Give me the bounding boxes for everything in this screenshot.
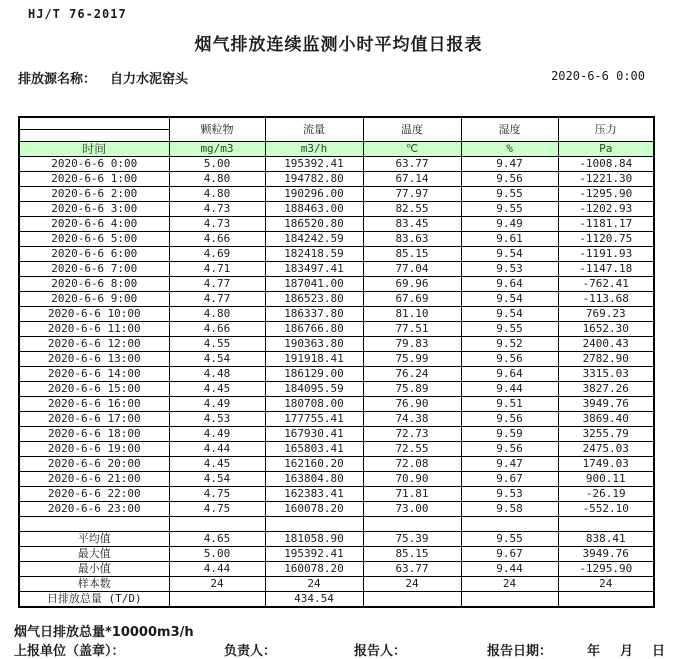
- unit-pressure: Pa: [558, 142, 654, 157]
- value-cell: -1202.93: [558, 202, 654, 217]
- summary-value-cell: 195392.41: [265, 547, 363, 562]
- summary-value-cell: 4.65: [169, 532, 265, 547]
- value-cell: 9.52: [461, 337, 558, 352]
- value-cell: 4.80: [169, 307, 265, 322]
- value-cell: 9.54: [461, 292, 558, 307]
- summary-row: [19, 532, 654, 547]
- table-row: [19, 457, 654, 472]
- value-cell: 9.64: [461, 367, 558, 382]
- summary-value-cell: 24: [363, 577, 461, 592]
- document-standard-code: HJ/T 76-2017: [28, 7, 127, 21]
- time-cell: 2020-6-6 12:00: [19, 337, 169, 352]
- value-cell: 9.53: [461, 487, 558, 502]
- value-cell: 190363.80: [265, 337, 363, 352]
- value-cell: 77.97: [363, 187, 461, 202]
- time-cell: 2020-6-6 0:00: [19, 157, 169, 172]
- summary-value-cell: 181058.90: [265, 532, 363, 547]
- value-cell: 4.77: [169, 292, 265, 307]
- units-row: [19, 142, 654, 157]
- table-row: [19, 232, 654, 247]
- value-cell: 160078.20: [265, 502, 363, 517]
- summary-value-cell: 160078.20: [265, 562, 363, 577]
- header-empty-cell: [19, 130, 169, 142]
- value-cell: 9.55: [461, 322, 558, 337]
- summary-rows: [19, 532, 654, 608]
- value-cell: 4.53: [169, 412, 265, 427]
- value-cell: 9.49: [461, 217, 558, 232]
- spacer-section: [19, 517, 654, 532]
- value-cell: 4.73: [169, 202, 265, 217]
- signature-line: [0, 640, 677, 658]
- time-cell: 2020-6-6 7:00: [19, 262, 169, 277]
- month-label: 月: [620, 644, 634, 659]
- value-cell: 1652.30: [558, 322, 654, 337]
- responsible-person-label: 负责人：: [224, 644, 277, 659]
- value-cell: 9.55: [461, 202, 558, 217]
- value-cell: 4.71: [169, 262, 265, 277]
- table-row: [19, 397, 654, 412]
- value-cell: 182418.59: [265, 247, 363, 262]
- value-cell: 81.10: [363, 307, 461, 322]
- value-cell: 1749.03: [558, 457, 654, 472]
- table-row: [19, 247, 654, 262]
- value-cell: 4.75: [169, 487, 265, 502]
- summary-value-cell: [363, 592, 461, 608]
- value-cell: 76.24: [363, 367, 461, 382]
- value-cell: 9.61: [461, 232, 558, 247]
- summary-value-cell: 9.44: [461, 562, 558, 577]
- value-cell: 9.56: [461, 172, 558, 187]
- value-cell: 4.66: [169, 322, 265, 337]
- value-cell: 82.55: [363, 202, 461, 217]
- summary-value-cell: 24: [169, 577, 265, 592]
- summary-label-cell: 平均值: [19, 532, 169, 547]
- value-cell: 900.11: [558, 472, 654, 487]
- summary-label-cell: 日排放总量 (T/D): [19, 592, 169, 608]
- summary-row: [19, 577, 654, 592]
- reporter-label: 报告人：: [354, 644, 407, 659]
- value-cell: 71.81: [363, 487, 461, 502]
- value-cell: -1008.84: [558, 157, 654, 172]
- table-row: [19, 187, 654, 202]
- page-title: 烟气排放连续监测小时平均值日报表: [194, 35, 483, 55]
- value-cell: 77.51: [363, 322, 461, 337]
- summary-value-cell: 24: [265, 577, 363, 592]
- summary-value-cell: 3949.76: [558, 547, 654, 562]
- summary-value-cell: 838.41: [558, 532, 654, 547]
- value-cell: 9.54: [461, 247, 558, 262]
- column-header-humidity: 湿度: [461, 117, 558, 142]
- value-cell: 9.51: [461, 397, 558, 412]
- table-row: [19, 262, 654, 277]
- column-header-particulate: 颗粒物: [169, 117, 265, 142]
- time-column-header: 时间: [19, 142, 169, 157]
- value-cell: 4.80: [169, 187, 265, 202]
- value-cell: 4.49: [169, 427, 265, 442]
- value-cell: -762.41: [558, 277, 654, 292]
- time-cell: 2020-6-6 19:00: [19, 442, 169, 457]
- table-row: [19, 217, 654, 232]
- table-row: [19, 352, 654, 367]
- value-cell: -1191.93: [558, 247, 654, 262]
- summary-value-cell: -1295.90: [558, 562, 654, 577]
- summary-value-cell: 75.39: [363, 532, 461, 547]
- header-row-top: [19, 117, 654, 130]
- value-cell: 63.77: [363, 157, 461, 172]
- reporting-unit-label: 上报单位（盖章）：: [14, 644, 125, 659]
- time-cell: 2020-6-6 17:00: [19, 412, 169, 427]
- value-cell: 184095.59: [265, 382, 363, 397]
- summary-value-cell: 85.15: [363, 547, 461, 562]
- time-cell: 2020-6-6 11:00: [19, 322, 169, 337]
- table-row: [19, 172, 654, 187]
- table-row: [19, 337, 654, 352]
- value-cell: 2782.90: [558, 352, 654, 367]
- summary-value-cell: 9.55: [461, 532, 558, 547]
- value-cell: 9.55: [461, 187, 558, 202]
- value-cell: -1181.17: [558, 217, 654, 232]
- value-cell: 163804.80: [265, 472, 363, 487]
- value-cell: 9.67: [461, 472, 558, 487]
- summary-value-cell: [461, 592, 558, 608]
- emission-source-name: 自力水泥窑头: [110, 72, 189, 87]
- value-cell: 3869.40: [558, 412, 654, 427]
- column-header-pressure: 压力: [558, 117, 654, 142]
- value-cell: 2400.43: [558, 337, 654, 352]
- report-datetime: 2020-6-6 0:00: [551, 69, 645, 83]
- value-cell: 180708.00: [265, 397, 363, 412]
- value-cell: 75.89: [363, 382, 461, 397]
- value-cell: 9.56: [461, 352, 558, 367]
- time-cell: 2020-6-6 10:00: [19, 307, 169, 322]
- table-row: [19, 292, 654, 307]
- value-cell: 194782.80: [265, 172, 363, 187]
- value-cell: 9.47: [461, 157, 558, 172]
- time-cell: 2020-6-6 21:00: [19, 472, 169, 487]
- value-cell: 72.55: [363, 442, 461, 457]
- value-cell: 4.45: [169, 457, 265, 472]
- value-cell: 9.44: [461, 382, 558, 397]
- value-cell: 4.77: [169, 277, 265, 292]
- table-row: [19, 367, 654, 382]
- summary-value-cell: 5.00: [169, 547, 265, 562]
- value-cell: 186523.80: [265, 292, 363, 307]
- value-cell: 9.47: [461, 457, 558, 472]
- value-cell: 9.56: [461, 442, 558, 457]
- value-cell: 76.90: [363, 397, 461, 412]
- emission-source: [18, 72, 188, 87]
- summary-row: [19, 592, 654, 608]
- emission-source-label: 排放源名称：: [18, 72, 97, 87]
- value-cell: 188463.00: [265, 202, 363, 217]
- table-row: [19, 502, 654, 517]
- value-cell: -26.19: [558, 487, 654, 502]
- value-cell: -113.68: [558, 292, 654, 307]
- value-cell: 4.48: [169, 367, 265, 382]
- time-cell: 2020-6-6 22:00: [19, 487, 169, 502]
- value-cell: 195392.41: [265, 157, 363, 172]
- total-emission-note: 烟气日排放总量*10000m3/h: [14, 625, 194, 640]
- time-cell: 2020-6-6 16:00: [19, 397, 169, 412]
- value-cell: 83.45: [363, 217, 461, 232]
- time-cell: 2020-6-6 4:00: [19, 217, 169, 232]
- summary-value-cell: [169, 592, 265, 608]
- table-row: [19, 472, 654, 487]
- value-cell: -552.10: [558, 502, 654, 517]
- column-header-temperature: 温度: [363, 117, 461, 142]
- spacer-row: [19, 517, 654, 532]
- table-row: [19, 487, 654, 502]
- table-row: [19, 382, 654, 397]
- summary-value-cell: 434.54: [265, 592, 363, 608]
- table-row: [19, 277, 654, 292]
- unit-particulate: mg/m3: [169, 142, 265, 157]
- value-cell: 74.38: [363, 412, 461, 427]
- value-cell: 167930.41: [265, 427, 363, 442]
- value-cell: 186129.00: [265, 367, 363, 382]
- value-cell: 4.80: [169, 172, 265, 187]
- value-cell: 162160.20: [265, 457, 363, 472]
- summary-label-cell: 最小值: [19, 562, 169, 577]
- value-cell: 83.63: [363, 232, 461, 247]
- time-cell: 2020-6-6 18:00: [19, 427, 169, 442]
- table-row: [19, 427, 654, 442]
- value-cell: 4.75: [169, 502, 265, 517]
- value-cell: 190296.00: [265, 187, 363, 202]
- value-cell: 9.59: [461, 427, 558, 442]
- value-cell: 4.49: [169, 397, 265, 412]
- day-label: 日: [652, 644, 666, 659]
- value-cell: 4.69: [169, 247, 265, 262]
- unit-humidity: %: [461, 142, 558, 157]
- value-cell: 162383.41: [265, 487, 363, 502]
- value-cell: -1221.30: [558, 172, 654, 187]
- value-cell: 4.54: [169, 472, 265, 487]
- value-cell: 183497.41: [265, 262, 363, 277]
- table-row: [19, 157, 654, 172]
- value-cell: 187041.00: [265, 277, 363, 292]
- time-cell: 2020-6-6 3:00: [19, 202, 169, 217]
- time-cell: 2020-6-6 6:00: [19, 247, 169, 262]
- summary-row: [19, 562, 654, 577]
- table-row: [19, 202, 654, 217]
- value-cell: 3315.03: [558, 367, 654, 382]
- unit-flow: m3/h: [265, 142, 363, 157]
- value-cell: 4.45: [169, 382, 265, 397]
- summary-value-cell: 24: [461, 577, 558, 592]
- value-cell: 75.99: [363, 352, 461, 367]
- time-cell: 2020-6-6 2:00: [19, 187, 169, 202]
- value-cell: 72.08: [363, 457, 461, 472]
- value-cell: 177755.41: [265, 412, 363, 427]
- value-cell: 4.66: [169, 232, 265, 247]
- value-cell: 186520.80: [265, 217, 363, 232]
- value-cell: -1295.90: [558, 187, 654, 202]
- summary-value-cell: 4.44: [169, 562, 265, 577]
- value-cell: 79.83: [363, 337, 461, 352]
- time-cell: 2020-6-6 14:00: [19, 367, 169, 382]
- value-cell: 191918.41: [265, 352, 363, 367]
- value-cell: -1120.75: [558, 232, 654, 247]
- hourly-rows: [19, 157, 654, 517]
- value-cell: 69.96: [363, 277, 461, 292]
- value-cell: 73.00: [363, 502, 461, 517]
- time-cell: 2020-6-6 20:00: [19, 457, 169, 472]
- time-cell: 2020-6-6 1:00: [19, 172, 169, 187]
- value-cell: 3949.76: [558, 397, 654, 412]
- summary-value-cell: 24: [558, 577, 654, 592]
- value-cell: 184242.59: [265, 232, 363, 247]
- value-cell: 9.53: [461, 262, 558, 277]
- value-cell: 77.04: [363, 262, 461, 277]
- header-empty-cell: [19, 117, 169, 130]
- value-cell: 4.54: [169, 352, 265, 367]
- value-cell: 5.00: [169, 157, 265, 172]
- time-cell: 2020-6-6 5:00: [19, 232, 169, 247]
- summary-value-cell: 63.77: [363, 562, 461, 577]
- unit-temperature: ℃: [363, 142, 461, 157]
- value-cell: 4.55: [169, 337, 265, 352]
- value-cell: 4.73: [169, 217, 265, 232]
- time-cell: 2020-6-6 9:00: [19, 292, 169, 307]
- summary-row: [19, 547, 654, 562]
- time-cell: 2020-6-6 8:00: [19, 277, 169, 292]
- value-cell: 85.15: [363, 247, 461, 262]
- report-meta: [18, 68, 647, 87]
- value-cell: 769.23: [558, 307, 654, 322]
- summary-label-cell: 最大值: [19, 547, 169, 562]
- time-cell: 2020-6-6 23:00: [19, 502, 169, 517]
- value-cell: 67.14: [363, 172, 461, 187]
- hourly-report-table: [18, 116, 655, 608]
- summary-value-cell: [558, 592, 654, 608]
- value-cell: 2475.03: [558, 442, 654, 457]
- time-cell: 2020-6-6 15:00: [19, 382, 169, 397]
- time-cell: 2020-6-6 13:00: [19, 352, 169, 367]
- table-row: [19, 307, 654, 322]
- summary-label-cell: 样本数: [19, 577, 169, 592]
- table-row: [19, 412, 654, 427]
- table-head: [19, 117, 654, 157]
- value-cell: 4.44: [169, 442, 265, 457]
- value-cell: 186337.80: [265, 307, 363, 322]
- value-cell: 67.69: [363, 292, 461, 307]
- year-label: 年: [587, 644, 601, 659]
- value-cell: 165803.41: [265, 442, 363, 457]
- table-row: [19, 322, 654, 337]
- value-cell: 72.73: [363, 427, 461, 442]
- report-date-label: 报告日期：: [487, 644, 553, 659]
- value-cell: 9.56: [461, 412, 558, 427]
- value-cell: 9.58: [461, 502, 558, 517]
- column-header-flow: 流量: [265, 117, 363, 142]
- value-cell: 9.54: [461, 307, 558, 322]
- summary-value-cell: 9.67: [461, 547, 558, 562]
- table-row: [19, 442, 654, 457]
- value-cell: 186766.80: [265, 322, 363, 337]
- value-cell: 9.64: [461, 277, 558, 292]
- value-cell: 3827.26: [558, 382, 654, 397]
- value-cell: 3255.79: [558, 427, 654, 442]
- value-cell: -1147.18: [558, 262, 654, 277]
- value-cell: 70.90: [363, 472, 461, 487]
